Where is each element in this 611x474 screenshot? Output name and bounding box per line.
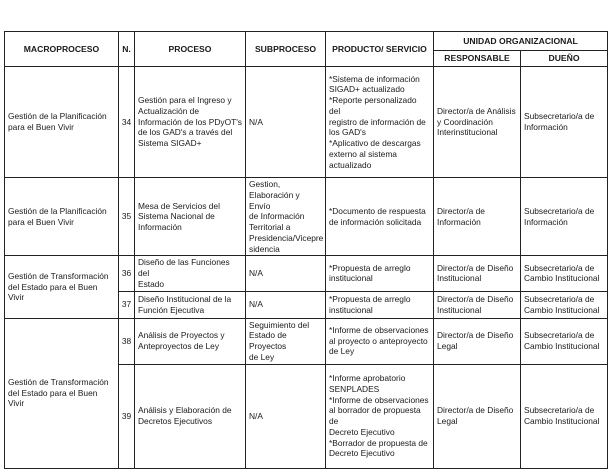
producto-cell: *Informe de observaciones al proyecto o anteproyecto de Ley xyxy=(326,318,434,364)
responsable-cell: Director/a de Análisis y Coordinación Interinstitucional xyxy=(434,67,521,178)
header-macroproceso: MACROPROCESO xyxy=(5,32,119,67)
proceso-cell: Gestión para el Ingreso y Actualización de Información de los PDyOT's de los GAD's a través del Sistema SIGAD+ xyxy=(135,67,246,178)
number-cell: 39 xyxy=(119,364,135,468)
table-row xyxy=(5,318,608,364)
subproceso-cell: N/A xyxy=(246,291,326,318)
header-proceso: PROCESO xyxy=(135,32,246,67)
header-subproceso: SUBPROCESO xyxy=(246,32,326,67)
number-cell: 38 xyxy=(119,318,135,364)
subproceso-cell: Seguimiento del Estado de Proyectos de Ley xyxy=(246,318,326,364)
header-dueno: DUEÑO xyxy=(521,51,608,67)
subproceso-cell: Gestion, Elaboración y Envío de Información Territorial a Presidencia/Vicepre sidencia xyxy=(246,178,326,256)
number-cell: 37 xyxy=(119,291,135,318)
responsable-cell: Director/a de Diseño Legal xyxy=(434,318,521,364)
proceso-cell: Diseño de las Funciones del Estado xyxy=(135,256,246,291)
subproceso-cell: N/A xyxy=(246,364,326,468)
header-responsable: RESPONSABLE xyxy=(434,51,521,67)
proceso-cell: Diseño Institucional de la Función Ejecutiva xyxy=(135,291,246,318)
subproceso-cell: N/A xyxy=(246,256,326,291)
table-row xyxy=(5,178,608,256)
macroproceso-cell: Gestión de Transformación del Estado para el Buen Vivir xyxy=(5,318,119,468)
subproceso-cell: N/A xyxy=(246,67,326,178)
macroproceso-cell: Gestión de la Planificación para el Buen Vivir xyxy=(5,178,119,256)
table-row xyxy=(5,256,608,291)
producto-cell: *Informe aprobatorio SENPLADES *Informe de observaciones al borrador de propuesta de Decreto Ejecutivo *Borrador de propuesta de Decreto Ejecutivo xyxy=(326,364,434,468)
macroproceso-cell: Gestión de la Planificación para el Buen Vivir xyxy=(5,67,119,178)
dueno-cell: Subsecretario/a de Cambio Institucional xyxy=(521,256,608,291)
dueno-cell: Subsecretario/a de Cambio Institucional xyxy=(521,318,608,364)
header-number: N. xyxy=(119,32,135,67)
proceso-cell: Análisis de Proyectos y Anteproyectos de Ley xyxy=(135,318,246,364)
header-unidad-organizacional: UNIDAD ORGANIZACIONAL xyxy=(434,32,608,51)
producto-cell: *Sistema de información SIGAD+ actualizado *Reporte personalizado del registro de información de los GAD's *Aplicativo de descargas externo al sistema actualizado xyxy=(326,67,434,178)
dueno-cell: Subsecretario/a de Cambio Institucional xyxy=(521,364,608,468)
proceso-cell: Mesa de Servicios del Sistema Nacional de Información xyxy=(135,178,246,256)
dueno-cell: Subsecretario/a de Cambio Institucional xyxy=(521,291,608,318)
number-cell: 36 xyxy=(119,256,135,291)
number-cell: 34 xyxy=(119,67,135,178)
dueno-cell: Subsecretario/a de Información xyxy=(521,67,608,178)
producto-cell: *Documento de respuesta de información solicitada xyxy=(326,178,434,256)
responsable-cell: Director/a de Diseño Legal xyxy=(434,364,521,468)
table-row xyxy=(5,67,608,178)
macroproceso-cell: Gestión de Transformación del Estado para el Buen Vivir xyxy=(5,256,119,318)
number-cell: 35 xyxy=(119,178,135,256)
responsable-cell: Director/a de Diseño Institucional xyxy=(434,291,521,318)
dueno-cell: Subsecretario/a de Información xyxy=(521,178,608,256)
proceso-cell: Análisis y Elaboración de Decretos Ejecutivos xyxy=(135,364,246,468)
responsable-cell: Director/a de Diseño Institucional xyxy=(434,256,521,291)
process-table xyxy=(4,31,608,469)
responsable-cell: Director/a de Información xyxy=(434,178,521,256)
producto-cell: *Propuesta de arreglo institucional xyxy=(326,256,434,291)
producto-cell: *Propuesta de arreglo institucional xyxy=(326,291,434,318)
header-producto: PRODUCTO/ SERVICIO xyxy=(326,32,434,67)
